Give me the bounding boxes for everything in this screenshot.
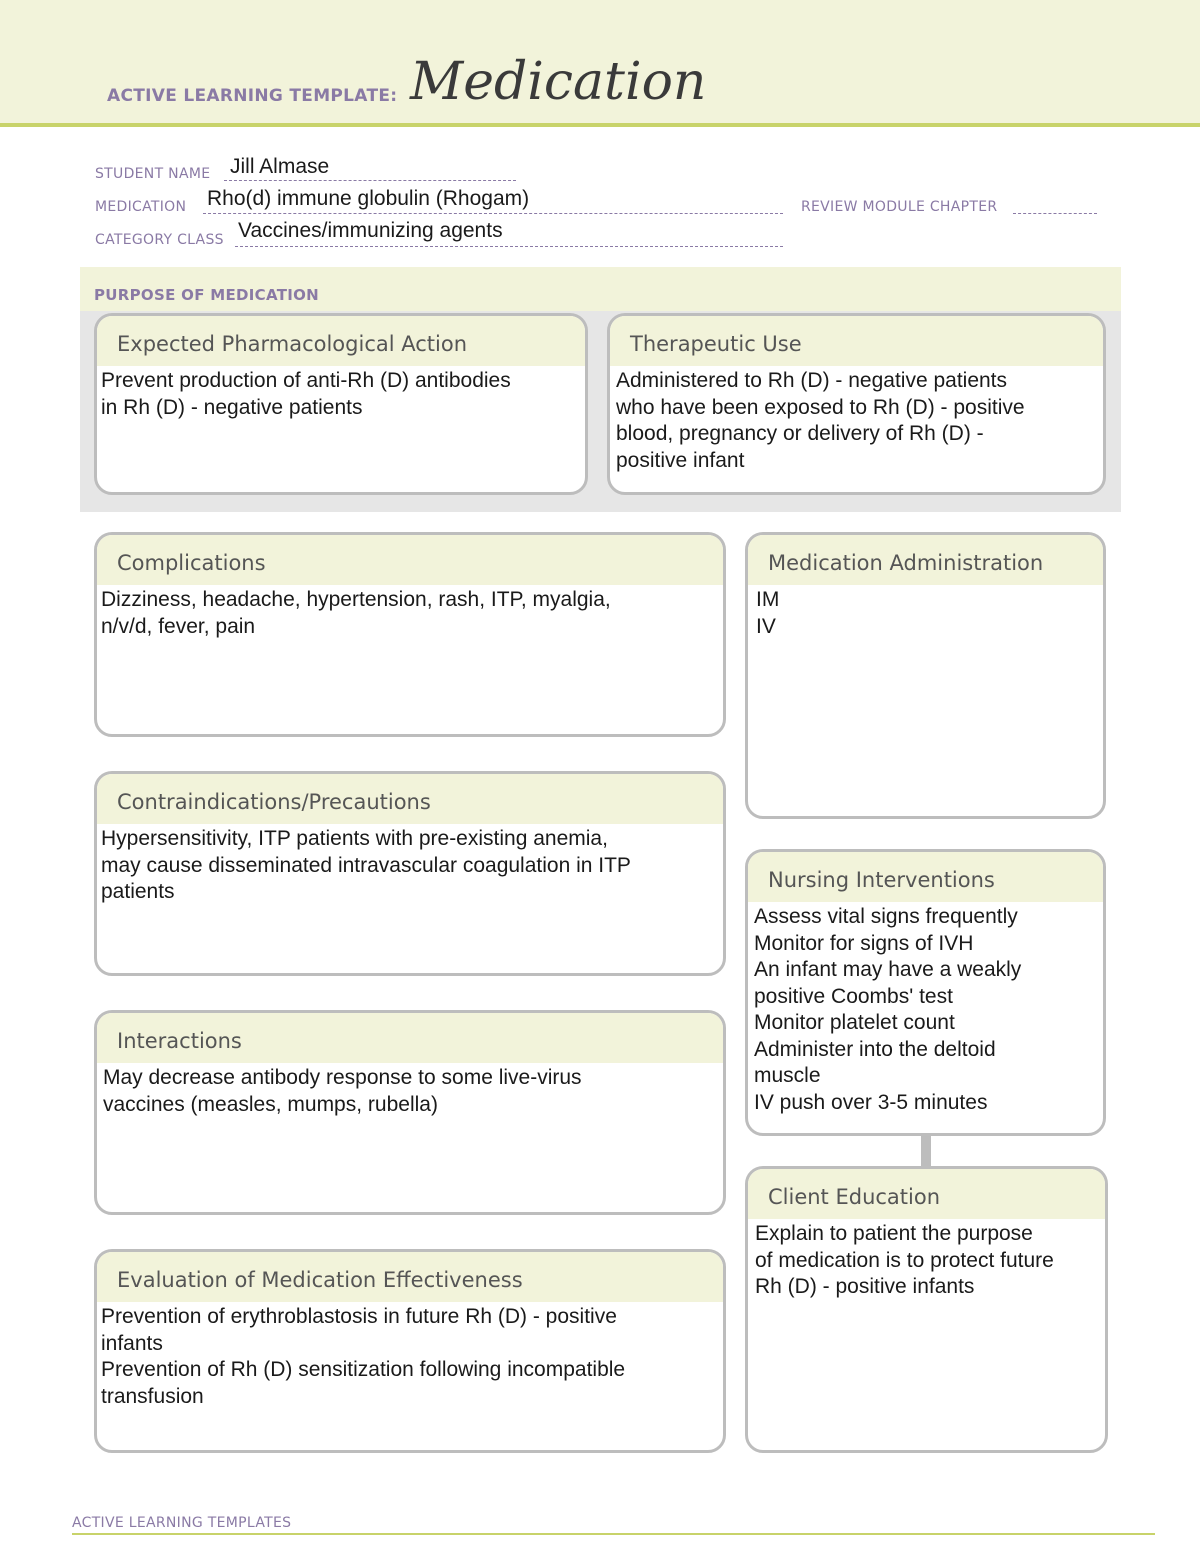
therapeutic-use-box [607,313,1106,495]
text-line: positive infant [616,448,745,472]
template-label: ACTIVE LEARNING TEMPLATE: [107,86,398,106]
text-line: May decrease antibody response to some live-virus [103,1066,582,1089]
client-education-box [745,1166,1108,1453]
category-class-line [235,246,783,247]
text-line: of medication is to protect future [755,1248,1054,1272]
text-line: Administer into the deltoid [754,1037,996,1061]
contraindications-box [94,771,726,976]
text-line: may cause disseminated intravascular coagulation in ITP [101,853,631,877]
text-line: IM [756,588,780,611]
text-line: infants [101,1331,163,1355]
text-line: An infant may have a weakly [754,958,1022,981]
complications-box [94,532,726,737]
text-line: Hypersensitivity, ITP patients with pre-existing anemia, [101,827,608,850]
medication-administration-text[interactable] [748,585,1103,640]
text-line: Dizziness, headache, hypertension, rash, ITP, myalgia, [101,588,611,611]
text-line: muscle [754,1064,821,1087]
student-name-value[interactable]: Jill Almase [230,155,330,178]
text-line: Explain to patient the purpose [755,1222,1033,1245]
expected-action-box [94,313,588,495]
text-line: positive Coombs' test [754,984,953,1008]
text-line: blood, pregnancy or delivery of Rh (D) - [616,422,984,445]
text-line: Administered to Rh (D) - negative patients [616,369,1008,392]
text-line: Prevention of erythroblastosis in future Rh (D) - positive [101,1305,617,1328]
text-line: Monitor platelet count [754,1011,955,1034]
medication-administration-box [745,532,1106,819]
evaluation-title: Evaluation of Medication Effectiveness [97,1252,723,1302]
text-line: Assess vital signs frequently [754,905,1018,928]
interactions-box [94,1010,726,1215]
template-title: Medication [410,52,707,112]
category-class-label: CATEGORY CLASS [95,232,224,248]
expected-action-title: Expected Pharmacological Action [97,316,585,366]
text-line: Prevention of Rh (D) sensitization following incompatible [101,1358,626,1381]
student-name-line [224,180,516,181]
student-name-label: STUDENT NAME [95,166,211,182]
text-line: vaccines (measles, mumps, rubella) [103,1092,438,1116]
nursing-interventions-text[interactable] [748,902,1103,1116]
text-line: in Rh (D) - negative patients [101,395,363,419]
medication-line [203,213,783,214]
client-education-text[interactable] [748,1219,1105,1301]
text-line: who have been exposed to Rh (D) - positive [616,395,1025,419]
complications-title: Complications [97,535,723,585]
text-line: Monitor for signs of IVH [754,931,974,955]
complications-text[interactable] [97,585,723,640]
text-line: IV [756,614,776,638]
evaluation-box [94,1249,726,1453]
evaluation-text[interactable] [97,1302,723,1410]
text-line: Prevent production of anti-Rh (D) antibodies [101,369,511,392]
therapeutic-use-title: Therapeutic Use [610,316,1103,366]
footer-rule [72,1533,1155,1535]
text-line: transfusion [101,1384,204,1408]
text-line: patients [101,880,175,903]
nursing-interventions-title: Nursing Interventions [748,852,1103,902]
expected-action-text[interactable] [97,366,585,421]
medication-label: MEDICATION [95,199,187,215]
interactions-text[interactable] [97,1063,723,1118]
text-line: n/v/d, fever, pain [101,614,256,638]
medication-administration-title: Medication Administration [748,535,1103,585]
nursing-interventions-box [745,849,1106,1136]
client-education-title: Client Education [748,1169,1105,1219]
contraindications-title: Contraindications/Precautions [97,774,723,824]
contraindications-text[interactable] [97,824,723,906]
therapeutic-use-text[interactable] [610,366,1103,474]
review-module-line [1013,213,1097,214]
connector-bar [921,1133,931,1168]
medication-value[interactable]: Rho(d) immune globulin (Rhogam) [207,187,530,210]
category-class-value[interactable]: Vaccines/immunizing agents [238,219,503,242]
text-line: IV push over 3-5 minutes [754,1090,988,1114]
review-module-label: REVIEW MODULE CHAPTER [801,199,998,215]
text-line: Rh (D) - positive infants [755,1275,975,1298]
interactions-title: Interactions [97,1013,723,1063]
header-rule [0,123,1200,127]
purpose-label: PURPOSE OF MEDICATION [94,286,320,304]
footer-label: ACTIVE LEARNING TEMPLATES [72,1515,292,1531]
